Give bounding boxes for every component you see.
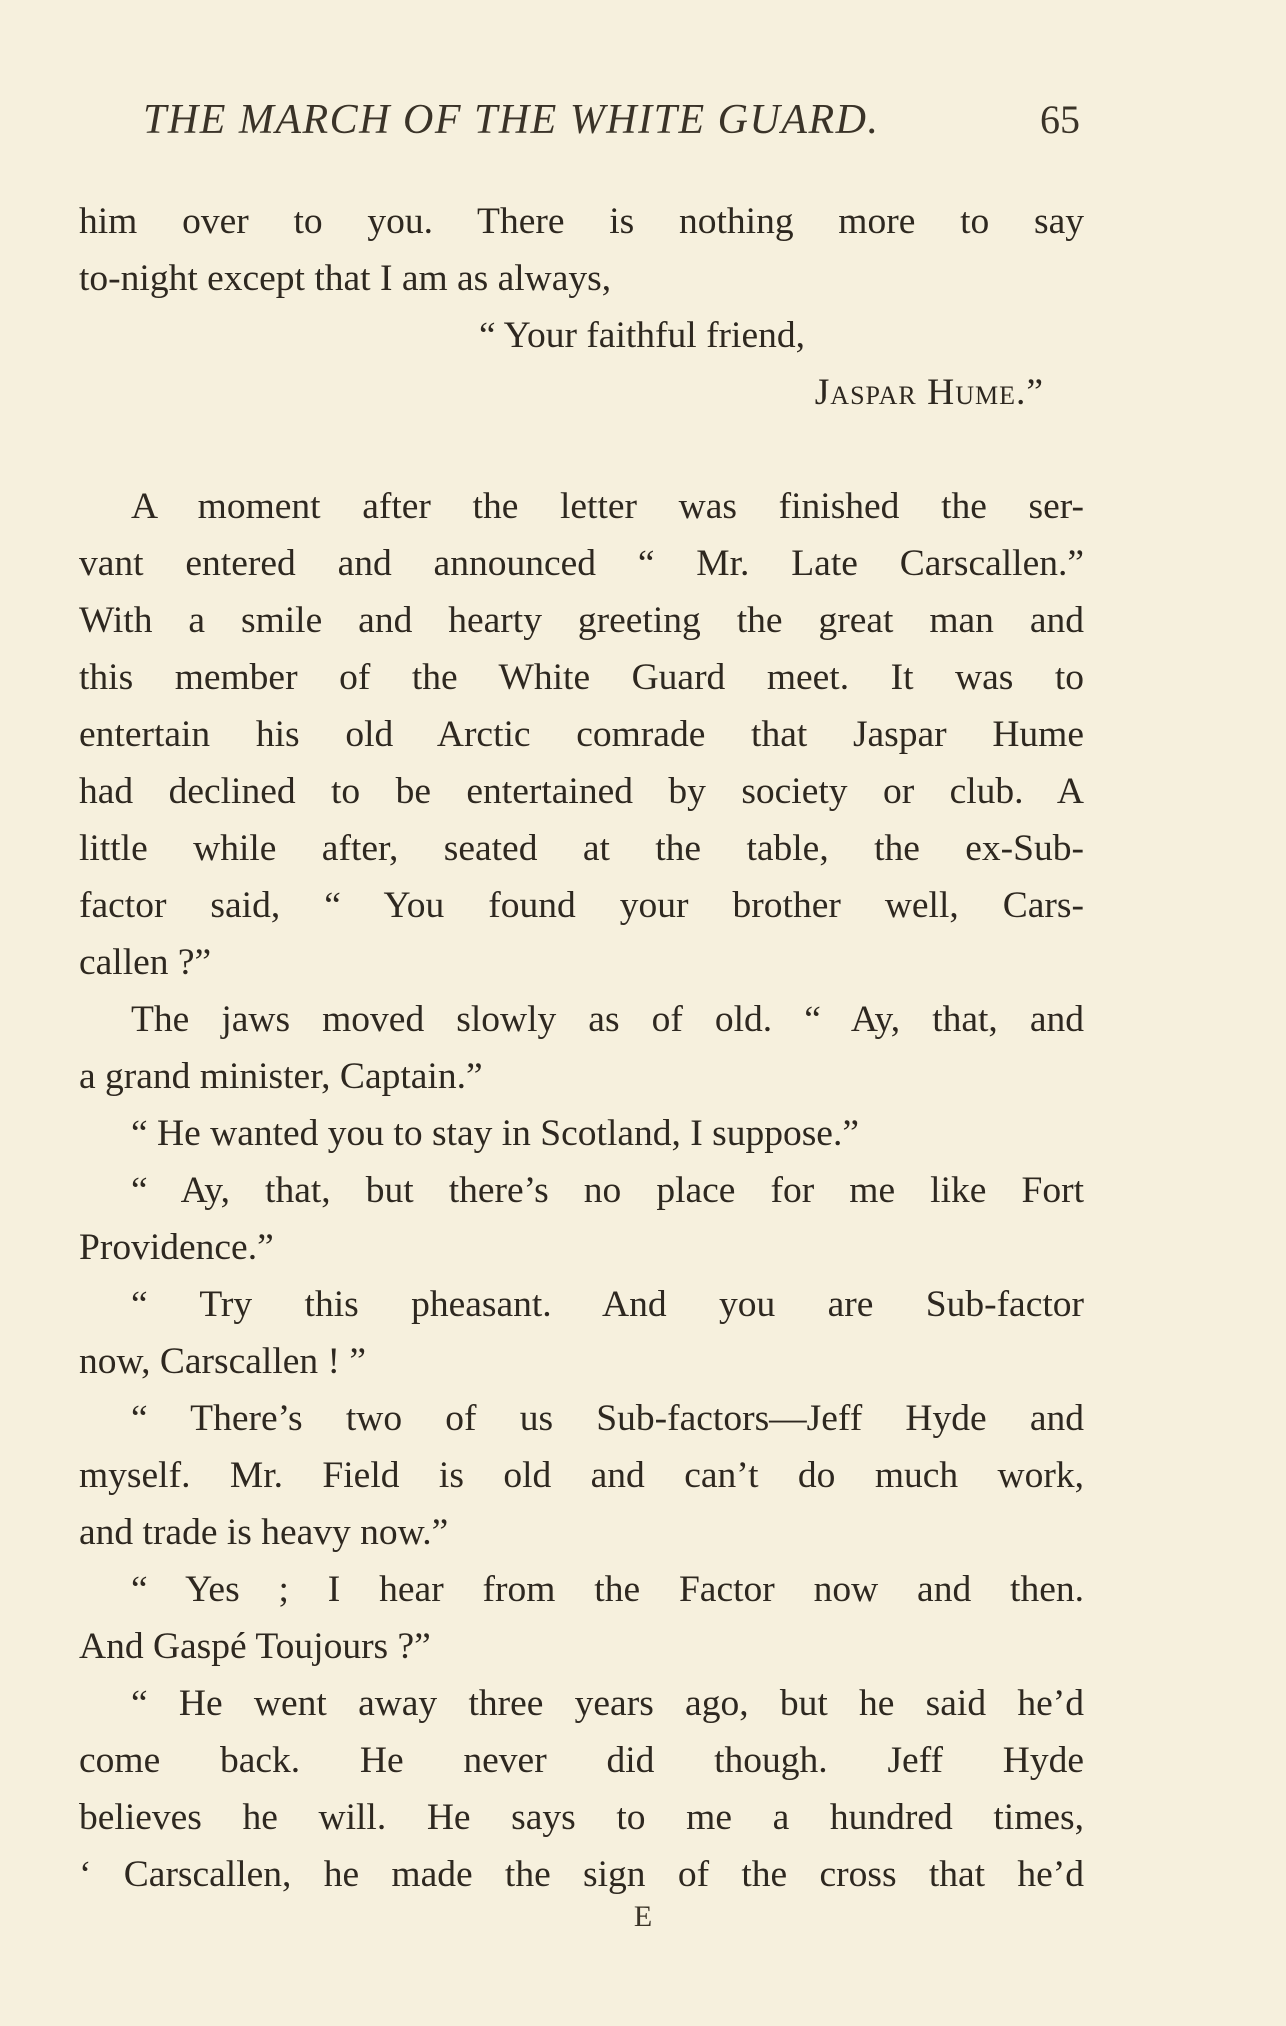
paragraph: [79, 1675, 1084, 1903]
text-line: With a smile and hearty greeting the great man and: [79, 600, 1084, 641]
paragraph: [79, 1276, 1084, 1390]
body-text: [79, 193, 1084, 1903]
text-line: entertain his old Arctic comrade that Jaspar Hume: [79, 714, 1084, 755]
paragraph: [79, 1561, 1084, 1675]
text-line: this member of the White Guard meet. It was to: [79, 657, 1084, 698]
text-line: him over to you. There is nothing more to say: [79, 201, 1084, 242]
text-line: callen ?”: [79, 942, 212, 983]
text-line: myself. Mr. Field is old and can’t do much work,: [79, 1455, 1084, 1496]
text-line: come back. He never did though. Jeff Hyde: [79, 1740, 1084, 1781]
letter-signature: Jaspar Hume.”: [814, 372, 1044, 413]
page-header: [0, 96, 1286, 156]
running-title: THE MARCH OF THE WHITE GUARD.: [143, 97, 880, 143]
page-number: 65: [1040, 97, 1080, 142]
text-line: A moment after the letter was finished the ser-: [131, 486, 1084, 527]
text-line: ‘ Carscallen, he made the sign of the cross that he’d: [79, 1854, 1084, 1895]
text-line: to-night except that I am as always,: [79, 258, 612, 299]
text-line: had declined to be entertained by society or club. A: [79, 771, 1084, 812]
paragraph: [79, 478, 1084, 991]
text-line: “ Yes ; I hear from the Factor now and then.: [131, 1569, 1084, 1610]
text-line: “ He went away three years ago, but he said he’d: [131, 1683, 1084, 1724]
text-line: Providence.”: [79, 1227, 274, 1268]
paragraph: [79, 1390, 1084, 1561]
text-line: And Gaspé Toujours ?”: [79, 1626, 431, 1667]
text-line: “ He wanted you to stay in Scotland, I suppose.”: [131, 1113, 859, 1154]
text-line: “ There’s two of us Sub-factors—Jeff Hyde and: [131, 1398, 1084, 1439]
signature-mark: E: [633, 1900, 653, 1933]
text-line: and trade is heavy now.”: [79, 1512, 449, 1553]
text-line: believes he will. He says to me a hundred times,: [79, 1797, 1084, 1838]
paragraph: [79, 1162, 1084, 1276]
paragraph: [79, 1105, 1084, 1162]
text-line: “ Ay, that, but there’s no place for me like Fort: [131, 1170, 1084, 1211]
text-line: now, Carscallen ! ”: [79, 1341, 367, 1382]
letter-closing: “ Your faithful friend,: [479, 315, 805, 356]
paragraph-gap: [79, 421, 1084, 478]
text-line: factor said, “ You found your brother well, Cars-: [79, 885, 1084, 926]
text-line: “ Try this pheasant. And you are Sub-factor: [131, 1284, 1084, 1325]
text-line: little while after, seated at the table, the ex-Sub-: [79, 828, 1084, 869]
text-line: vant entered and announced “ Mr. Late Carscallen.”: [79, 543, 1084, 584]
text-line: a grand minister, Captain.”: [79, 1056, 483, 1097]
paragraph: [79, 991, 1084, 1105]
text-line: The jaws moved slowly as of old. “ Ay, that, and: [131, 999, 1084, 1040]
